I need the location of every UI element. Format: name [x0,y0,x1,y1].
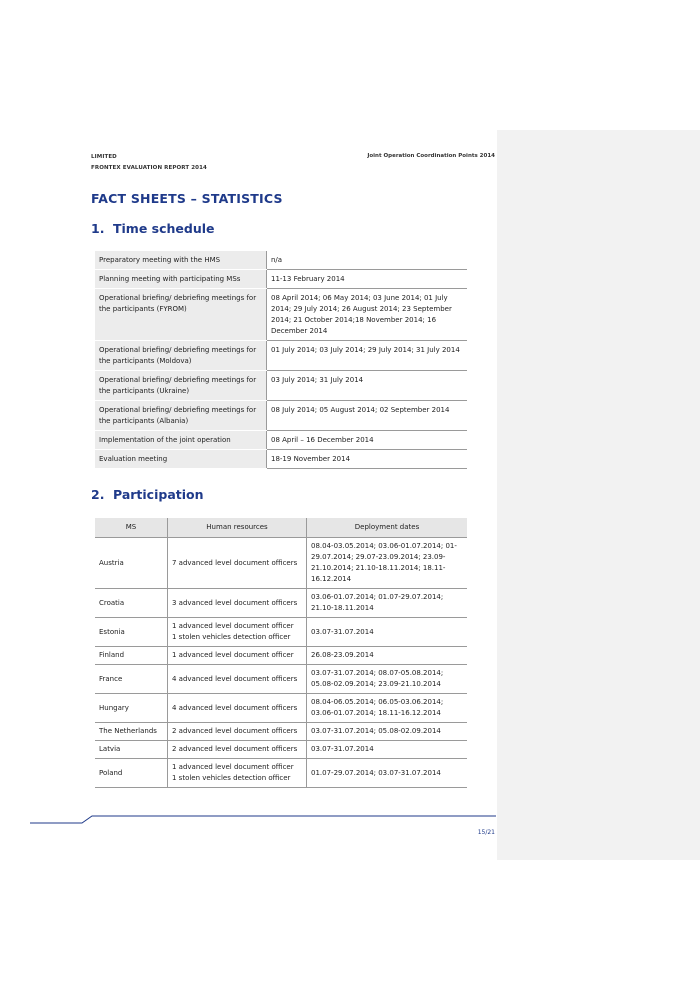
hr-line: 2 advanced level document officers [172,745,298,753]
page-title: FACT SHEETS – STATISTICS [91,191,283,206]
cell-human-resources [168,759,307,788]
table-row [95,270,467,289]
table-row [95,618,467,647]
row-value: 18-19 November 2014 [267,450,468,469]
cell-ms: France [95,665,168,694]
cell-human-resources [168,665,307,694]
table-row [95,401,467,431]
row-label: Planning meeting with participating MSs [95,270,267,289]
cell-human-resources [168,538,307,589]
cell-ms: Latvia [95,741,168,759]
header-report-name: FRONTEX EVALUATION REPORT 2014 [91,165,207,171]
hr-line: 1 stolen vehicles detection officer [172,774,291,782]
section-title-participation [91,487,204,502]
table-row [95,371,467,401]
table-row [95,251,467,270]
table-row [95,538,467,589]
cell-deployment-dates: 08.04-06.05.2014; 06.05-03.06.2014; 03.06-01.07.2014; 18.11-16.12.2014 [307,694,468,723]
cell-deployment-dates: 26.08-23.09.2014 [307,647,468,665]
table-row [95,723,467,741]
section-heading: Time schedule [113,221,215,236]
cell-ms: Croatia [95,589,168,618]
cell-deployment-dates: 03.06-01.07.2014; 01.07-29.07.2014; 21.10-18.11.2014 [307,589,468,618]
section-title-time-schedule [91,221,215,236]
row-value: 01 July 2014; 03 July 2014; 29 July 2014; 31 July 2014 [267,341,468,371]
row-label: Operational briefing/ debriefing meetings for the participants (Moldova) [95,341,267,371]
cell-human-resources [168,589,307,618]
table-row [95,450,467,469]
hr-line: 7 advanced level document officers [172,558,298,567]
hr-line: 1 stolen vehicles detection officer [172,633,291,641]
row-value: n/a [267,251,468,270]
hr-line: 1 advanced level document officer [172,763,294,771]
row-label: Preparatory meeting with the HMS [95,251,267,270]
cell-human-resources [168,694,307,723]
table-row [95,759,467,788]
hr-line: 1 advanced level document officer [172,651,294,659]
column-header-human-resources: Human resources [168,518,307,538]
header-right: Joint Operation Coordination Points 2014 [367,153,495,159]
table-row [95,341,467,371]
cell-deployment-dates: 01.07-29.07.2014; 03.07-31.07.2014 [307,759,468,788]
column-header-deployment-dates: Deployment dates [307,518,468,538]
cell-deployment-dates: 08.04-03.05.2014; 03.06-01.07.2014; 01-29.07.2014; 29.07-23.09.2014; 23.09-21.10.2014; 21.10-18.11.2014; 18.11-16.12.2014 [307,538,468,589]
hr-line: 4 advanced level document officers [172,703,298,712]
column-header-ms: MS [95,518,168,538]
table-header-row [95,518,467,538]
hr-line: 3 advanced level document officers [172,598,298,607]
cell-ms: Austria [95,538,168,589]
table-row [95,431,467,450]
row-value: 08 April – 16 December 2014 [267,431,468,450]
table-row [95,289,467,341]
cell-ms: Estonia [95,618,168,647]
table-row [95,741,467,759]
section-number: 2. [91,487,105,502]
cell-ms: Finland [95,647,168,665]
participation-table [95,518,467,788]
header-left [91,152,207,174]
hr-line: 4 advanced level document officers [172,674,298,683]
cell-human-resources [168,741,307,759]
cell-ms: Poland [95,759,168,788]
table-row [95,647,467,665]
row-label: Operational briefing/ debriefing meetings for the participants (FYROM) [95,289,267,341]
hr-line: 1 advanced level document officer [172,622,294,630]
table-row [95,589,467,618]
row-label: Evaluation meeting [95,450,267,469]
cell-deployment-dates: 03.07-31.07.2014; 08.07-05.08.2014; 05.08-02.09.2014; 23.09-21.10.2014 [307,665,468,694]
section-number: 1. [91,221,105,236]
cell-human-resources [168,723,307,741]
header-classification: LIMITED [91,154,117,160]
footer-rule [0,810,500,830]
cell-human-resources [168,647,307,665]
hr-line: 2 advanced level document officers [172,727,298,735]
cell-ms: Hungary [95,694,168,723]
row-value: 03 July 2014; 31 July 2014 [267,371,468,401]
row-label: Operational briefing/ debriefing meetings for the participants (Albania) [95,401,267,431]
table-row [95,694,467,723]
page-number: 15/21 [477,829,495,836]
row-value: 08 April 2014; 06 May 2014; 03 June 2014; 01 July 2014; 29 July 2014; 26 August 2014; 23 September 2014; 21 October 2014;18 November 2014; 16 December 2014 [267,289,468,341]
cell-deployment-dates: 03.07-31.07.2014 [307,618,468,647]
cell-ms: The Netherlands [95,723,168,741]
time-schedule-table [95,251,467,469]
comment-pane [497,130,700,860]
cell-deployment-dates: 03.07-31.07.2014; 05.08-02.09.2014 [307,723,468,741]
row-label: Operational briefing/ debriefing meetings for the participants (Ukraine) [95,371,267,401]
table-row [95,665,467,694]
row-value: 08 July 2014; 05 August 2014; 02 September 2014 [267,401,468,431]
section-heading: Participation [113,487,204,502]
cell-deployment-dates: 03.07-31.07.2014 [307,741,468,759]
row-label: Implementation of the joint operation [95,431,267,450]
cell-human-resources [168,618,307,647]
row-value: 11-13 February 2014 [267,270,468,289]
